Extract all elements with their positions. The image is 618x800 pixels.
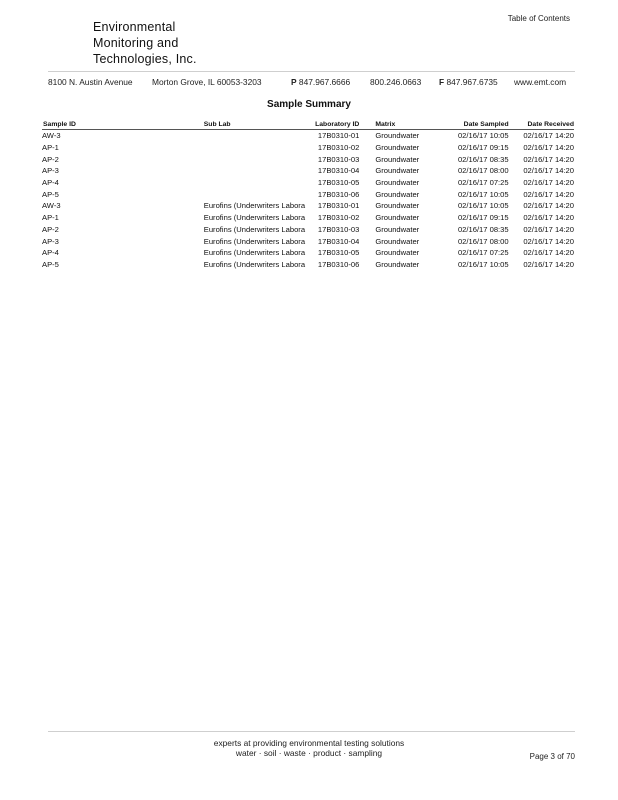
cell-sample-id: AP-5 bbox=[42, 189, 59, 199]
cell-sub-lab bbox=[204, 188, 312, 200]
cell-matrix: Groundwater bbox=[375, 224, 420, 234]
cell-sub-lab: Eurofins (Underwriters Labora bbox=[203, 213, 306, 223]
table-row bbox=[42, 212, 574, 224]
cell-matrix: Groundwater bbox=[375, 201, 420, 211]
column-header-matrix: Matrix bbox=[359, 120, 442, 130]
table-row bbox=[42, 142, 574, 154]
column-header-sample-id: Sample ID bbox=[42, 120, 204, 130]
phone-number: 847.967.6666 bbox=[298, 77, 351, 87]
phone-label: P bbox=[291, 77, 297, 87]
cell-date-sampled: 02/16/17 10:05 bbox=[457, 189, 509, 199]
cell-date-received: 02/16/17 14:20 bbox=[523, 143, 574, 153]
column-header-date-received: Date Received bbox=[509, 120, 574, 130]
cell-matrix: Groundwater bbox=[375, 178, 420, 188]
cell-matrix: Groundwater bbox=[375, 166, 420, 176]
cell-sample-id: AP-1 bbox=[42, 143, 59, 153]
table-row bbox=[42, 259, 574, 271]
cell-sub-lab: Eurofins (Underwriters Labora bbox=[203, 224, 306, 234]
cell-sub-lab: Eurofins (Underwriters Labora bbox=[203, 259, 306, 269]
website: www.emt.com bbox=[514, 77, 567, 87]
cell-laboratory-id: 17B0310-03 bbox=[317, 154, 360, 164]
cell-sample-id: AP-4 bbox=[42, 248, 59, 258]
cell-sample-id: AP-2 bbox=[42, 224, 59, 234]
cell-sub-lab bbox=[204, 153, 312, 165]
column-header-laboratory-id: Laboratory ID bbox=[312, 120, 360, 130]
company-name bbox=[93, 19, 197, 67]
cell-date-sampled: 02/16/17 08:00 bbox=[457, 166, 509, 176]
footer-divider bbox=[48, 731, 575, 732]
cell-sample-id: AP-3 bbox=[42, 236, 59, 246]
cell-sample-id: AW-3 bbox=[42, 201, 61, 211]
table-row bbox=[42, 165, 574, 177]
cell-sample-id: AP-4 bbox=[42, 178, 59, 188]
fax bbox=[439, 77, 498, 87]
cell-date-sampled: 02/16/17 09:15 bbox=[457, 213, 509, 223]
page-number: Page 3 of 70 bbox=[529, 752, 575, 761]
cell-sub-lab bbox=[204, 165, 312, 177]
cell-date-received: 02/16/17 14:20 bbox=[523, 236, 574, 246]
cell-sample-id: AW-3 bbox=[42, 131, 61, 141]
column-header-date-sampled: Date Sampled bbox=[442, 120, 508, 130]
table-row bbox=[42, 177, 574, 189]
cell-date-sampled: 02/16/17 10:05 bbox=[457, 131, 509, 141]
cell-laboratory-id: 17B0310-06 bbox=[317, 189, 360, 199]
cell-laboratory-id: 17B0310-05 bbox=[317, 248, 360, 258]
phone bbox=[291, 77, 350, 87]
cell-date-sampled: 02/16/17 08:35 bbox=[457, 224, 509, 234]
cell-laboratory-id: 17B0310-04 bbox=[317, 166, 360, 176]
table-row bbox=[42, 130, 574, 142]
cell-date-received: 02/16/17 14:20 bbox=[523, 213, 574, 223]
footer-tagline: experts at providing environmental testing solutions bbox=[213, 738, 405, 748]
table-row bbox=[42, 200, 574, 212]
cell-matrix: Groundwater bbox=[375, 248, 420, 258]
cell-date-sampled: 02/16/17 10:05 bbox=[457, 259, 509, 269]
cell-laboratory-id: 17B0310-02 bbox=[317, 143, 360, 153]
cell-sample-id: AP-1 bbox=[42, 213, 59, 223]
cell-date-received: 02/16/17 14:20 bbox=[523, 201, 574, 211]
cell-date-received: 02/16/17 14:20 bbox=[523, 189, 574, 199]
table-row bbox=[42, 188, 574, 200]
contact-line bbox=[48, 77, 575, 89]
footer-services: water · soil · waste · product · sampling bbox=[235, 748, 383, 758]
cell-sub-lab bbox=[204, 142, 312, 154]
cell-matrix: Groundwater bbox=[375, 131, 420, 141]
cell-matrix: Groundwater bbox=[375, 189, 420, 199]
cell-matrix: Groundwater bbox=[375, 154, 420, 164]
cell-date-received: 02/16/17 14:20 bbox=[523, 166, 574, 176]
sample-summary-table bbox=[42, 120, 574, 270]
cell-sub-lab: Eurofins (Underwriters Labora bbox=[203, 248, 306, 258]
cell-matrix: Groundwater bbox=[375, 143, 420, 153]
cell-sub-lab bbox=[204, 177, 312, 189]
cell-matrix: Groundwater bbox=[375, 213, 420, 223]
cell-sample-id: AP-5 bbox=[42, 259, 59, 269]
cell-sub-lab: Eurofins (Underwriters Labora bbox=[203, 201, 306, 211]
cell-date-sampled: 02/16/17 07:25 bbox=[457, 248, 509, 258]
cell-laboratory-id: 17B0310-05 bbox=[317, 178, 360, 188]
cell-date-received: 02/16/17 14:20 bbox=[523, 259, 574, 269]
table-of-contents-link[interactable]: Table of Contents bbox=[507, 14, 570, 23]
table-row bbox=[42, 153, 574, 165]
cell-date-received: 02/16/17 14:20 bbox=[523, 178, 574, 188]
page-title: Sample Summary bbox=[267, 99, 351, 110]
cell-sample-id: AP-3 bbox=[42, 166, 59, 176]
cell-laboratory-id: 17B0310-03 bbox=[317, 224, 360, 234]
cell-date-received: 02/16/17 14:20 bbox=[523, 224, 574, 234]
header-divider bbox=[48, 71, 575, 72]
cell-sub-lab: Eurofins (Underwriters Labora bbox=[203, 236, 306, 246]
company-name-line: Monitoring and bbox=[93, 36, 179, 50]
cell-date-sampled: 02/16/17 10:05 bbox=[457, 201, 509, 211]
cell-date-sampled: 02/16/17 09:15 bbox=[457, 143, 509, 153]
cell-sub-lab bbox=[204, 130, 312, 142]
company-name-line: Environmental bbox=[93, 20, 176, 34]
table-row bbox=[42, 235, 574, 247]
table-row bbox=[42, 224, 574, 236]
cell-date-sampled: 02/16/17 08:35 bbox=[457, 154, 509, 164]
cell-laboratory-id: 17B0310-01 bbox=[317, 131, 360, 141]
toll-free-number: 800.246.0663 bbox=[370, 77, 422, 87]
city-state-zip: Morton Grove, IL 60053-3203 bbox=[152, 77, 262, 87]
cell-sample-id: AP-2 bbox=[42, 154, 59, 164]
company-name-line: Technologies, Inc. bbox=[93, 52, 197, 66]
street-address: 8100 N. Austin Avenue bbox=[48, 77, 133, 87]
cell-matrix: Groundwater bbox=[375, 259, 420, 269]
cell-matrix: Groundwater bbox=[375, 236, 420, 246]
table-body bbox=[42, 130, 574, 271]
column-header-sub-lab: Sub Lab bbox=[204, 120, 312, 130]
table-row bbox=[42, 247, 574, 259]
fax-label: F bbox=[439, 77, 445, 87]
table-header-row bbox=[42, 120, 574, 130]
cell-laboratory-id: 17B0310-06 bbox=[317, 259, 360, 269]
cell-date-sampled: 02/16/17 07:25 bbox=[457, 178, 509, 188]
cell-laboratory-id: 17B0310-02 bbox=[317, 213, 360, 223]
cell-laboratory-id: 17B0310-04 bbox=[317, 236, 360, 246]
cell-date-received: 02/16/17 14:20 bbox=[523, 131, 574, 141]
cell-date-sampled: 02/16/17 08:00 bbox=[457, 236, 509, 246]
cell-date-received: 02/16/17 14:20 bbox=[523, 154, 574, 164]
fax-number: 847.967.6735 bbox=[446, 77, 498, 87]
cell-laboratory-id: 17B0310-01 bbox=[317, 201, 360, 211]
cell-date-received: 02/16/17 14:20 bbox=[523, 248, 574, 258]
